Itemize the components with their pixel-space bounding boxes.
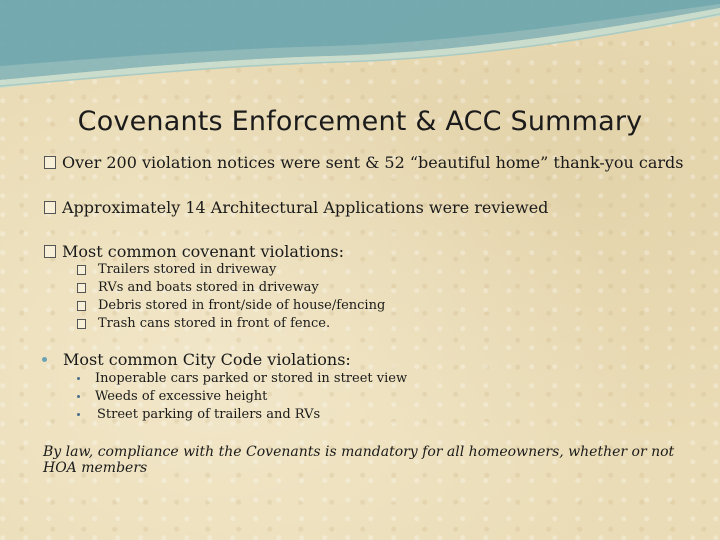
slide-title: Covenants Enforcement & ACC Summary [77, 106, 643, 137]
bullet-covenant-violations [44, 242, 344, 261]
bullet-text: Most common City Code violations: [63, 350, 351, 369]
list-item-text: RVs and boats stored in driveway [98, 280, 319, 295]
bullet-text: Over 200 violation notices were sent & 52 “beautiful home” thank-you cards [62, 153, 684, 172]
list-item-text: Debris stored in front/side of house/fencing [98, 298, 386, 313]
bullet-text: Approximately 14 Architectural Applications were reviewed [62, 198, 549, 217]
sub-bullet-dot-icon [77, 413, 80, 416]
list-item-text: Weeds of excessive height [95, 389, 268, 404]
bullet-text: Most common covenant violations: [62, 242, 344, 261]
sub-bullet-box-icon [77, 319, 86, 329]
list-item-text: Trash cans stored in front of fence. [98, 316, 331, 331]
list-item-text: Street parking of trailers and RVs [97, 407, 321, 422]
sub-bullet-dot-icon [77, 377, 80, 380]
legal-footnote: By law, compliance with the Covenants is mandatory for all homeowners, whether or not HOA members [43, 444, 675, 476]
list-item-covenant [77, 280, 319, 295]
bullet-box-icon [44, 245, 56, 258]
list-item-covenant [77, 316, 330, 331]
sub-bullet-box-icon [77, 265, 86, 275]
bullet-city-code-violations [42, 350, 351, 369]
sub-bullet-box-icon [77, 301, 86, 311]
decorative-wave-banner [0, 0, 720, 90]
bullet-architectural-applications [44, 198, 548, 217]
sub-bullet-dot-icon [77, 395, 80, 398]
list-item-city [77, 407, 320, 422]
list-item-covenant [77, 262, 276, 277]
bullet-box-icon [44, 201, 56, 214]
bullet-dot-icon [42, 357, 47, 362]
list-item-text: Inoperable cars parked or stored in street view [95, 371, 408, 386]
bullet-box-icon [44, 156, 56, 169]
sub-bullet-box-icon [77, 283, 86, 293]
list-item-city [77, 371, 407, 386]
list-item-city [77, 389, 267, 404]
list-item-covenant [77, 298, 385, 313]
bullet-violation-notices [44, 153, 683, 172]
list-item-text: Trailers stored in driveway [98, 262, 277, 277]
